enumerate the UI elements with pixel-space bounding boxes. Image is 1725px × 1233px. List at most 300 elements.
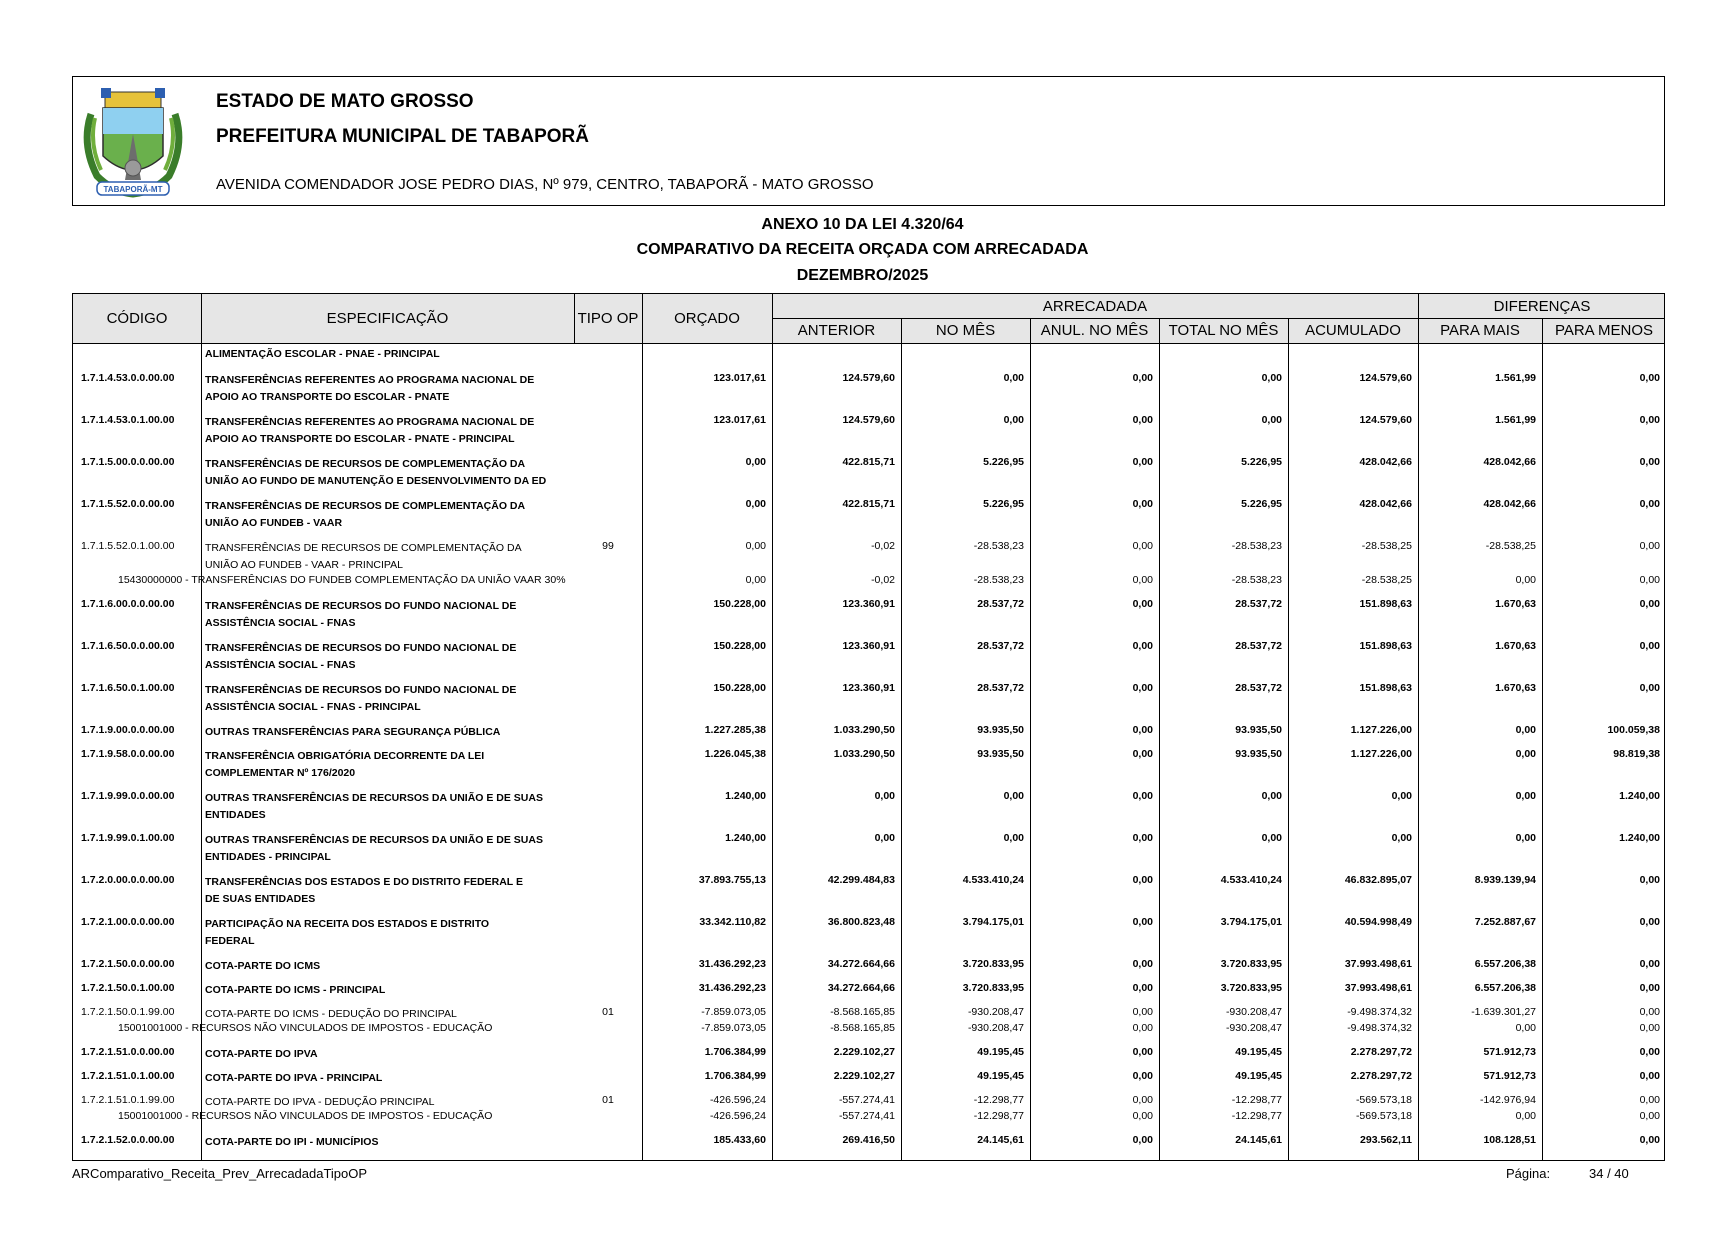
- value-anterior: -8.568.165,85: [830, 1022, 895, 1034]
- row-description: OUTRAS TRANSFERÊNCIAS DE RECURSOS DA UNIÃO E DE SUAS: [205, 834, 543, 846]
- value-no-mes: 24.145,61: [977, 1134, 1024, 1146]
- value-para-menos: 0,00: [1639, 1134, 1660, 1146]
- municipality-name: PREFEITURA MUNICIPAL DE TABAPORÃ: [216, 126, 589, 147]
- row-code: 1.7.2.1.51.0.1.00.00: [81, 1070, 175, 1082]
- value-para-menos: 0,00: [1639, 414, 1660, 426]
- value-no-mes: 0,00: [1003, 832, 1024, 844]
- value-orcado: 123.017,61: [713, 372, 766, 384]
- header-vline: [901, 318, 902, 343]
- value-acumulado: 428.042,66: [1359, 498, 1412, 510]
- value-acumulado: 2.278.297,72: [1350, 1046, 1412, 1058]
- table-row: [73, 913, 1664, 953]
- value-no-mes: 4.533.410,24: [962, 874, 1024, 886]
- value-anul-no-mes: 0,00: [1132, 874, 1153, 886]
- value-anul-no-mes: 0,00: [1132, 1070, 1153, 1082]
- row-description: TRANSFERÊNCIAS DE RECURSOS DE COMPLEMENTAÇÃO DA: [205, 458, 526, 470]
- value-acumulado: -569.573,18: [1355, 1094, 1412, 1106]
- row-description: OUTRAS TRANSFERÊNCIAS PARA SEGURANÇA PÚBLICA: [205, 726, 501, 738]
- value-para-menos: 0,00: [1639, 574, 1660, 586]
- value-para-menos: 1.240,00: [1619, 832, 1660, 844]
- header-vline: [1030, 318, 1031, 343]
- value-total-no-mes: 5.226,95: [1241, 456, 1282, 468]
- value-orcado: 1.227.285,38: [704, 724, 766, 736]
- row-description: TRANSFERÊNCIAS DE RECURSOS DO FUNDO NACIONAL DE: [205, 642, 517, 654]
- row-code: 1.7.1.9.00.0.0.00.00: [81, 724, 175, 736]
- row-resource-source: 15001001000 - RECURSOS NÃO VINCULADOS DE IMPOSTOS - EDUCAÇÃO: [118, 1022, 493, 1034]
- header-vline: [1288, 318, 1289, 343]
- value-no-mes: 0,00: [1003, 414, 1024, 426]
- value-no-mes: 28.537,72: [977, 640, 1024, 652]
- value-anul-no-mes: 0,00: [1132, 1134, 1153, 1146]
- value-anul-no-mes: 0,00: [1132, 1022, 1153, 1034]
- row-code: 1.7.2.1.00.0.0.00.00: [81, 916, 175, 928]
- col-acumulado: ACUMULADO: [1305, 322, 1401, 339]
- col-para-menos: PARA MENOS: [1554, 322, 1654, 339]
- value-acumulado: 151.898,63: [1359, 598, 1412, 610]
- value-anul-no-mes: 0,00: [1132, 724, 1153, 736]
- row-code: 1.7.1.6.50.0.0.00.00: [81, 640, 175, 652]
- report-id: ARComparativo_Receita_Prev_ArrecadadaTipoOP: [72, 1166, 368, 1181]
- value-orcado: 37.893.755,13: [698, 874, 766, 886]
- row-description: ASSISTÊNCIA SOCIAL - FNAS: [205, 617, 356, 629]
- value-orcado: 1.240,00: [725, 832, 766, 844]
- table-body: [73, 343, 1664, 1160]
- col-anul-no-mes: ANUL. NO MÊS: [1040, 322, 1149, 339]
- value-para-mais: 571.912,73: [1483, 1070, 1536, 1082]
- row-description: COTA-PARTE DO IPVA: [205, 1048, 318, 1060]
- header-divider: [772, 318, 1665, 319]
- value-total-no-mes: 49.195,45: [1235, 1046, 1282, 1058]
- value-anul-no-mes: 0,00: [1132, 1110, 1153, 1122]
- value-anul-no-mes: 0,00: [1132, 598, 1153, 610]
- table-row: [73, 745, 1664, 785]
- value-acumulado: 428.042,66: [1359, 456, 1412, 468]
- value-para-mais: 1.561,99: [1495, 414, 1536, 426]
- municipal-crest-logo: [77, 84, 189, 200]
- value-total-no-mes: 3.720.833,95: [1220, 958, 1282, 970]
- row-description: FEDERAL: [205, 935, 255, 947]
- value-para-menos: 0,00: [1639, 1006, 1660, 1018]
- report-period: DEZEMBRO/2025: [796, 267, 929, 284]
- value-orcado: 1.706.384,99: [704, 1046, 766, 1058]
- row-description: COTA-PARTE DO ICMS - PRINCIPAL: [205, 984, 386, 996]
- table-row: [73, 411, 1664, 451]
- row-description: UNIÃO AO FUNDEB - VAAR - PRINCIPAL: [205, 559, 403, 571]
- header-vline: [772, 294, 773, 343]
- row-resource-source: 15430000000 - TRANSFERÊNCIAS DO FUNDEB COMPLEMENTAÇÃO DA UNIÃO VAAR 30%: [118, 574, 566, 586]
- value-para-menos: 0,00: [1639, 1046, 1660, 1058]
- value-acumulado: 40.594.998,49: [1344, 916, 1412, 928]
- value-para-mais: 428.042,66: [1483, 498, 1536, 510]
- value-para-mais: 0,00: [1515, 832, 1536, 844]
- value-anterior: 2.229.102,27: [833, 1070, 895, 1082]
- row-description: COMPLEMENTAR Nº 176/2020: [205, 767, 356, 779]
- value-para-menos: 0,00: [1639, 874, 1660, 886]
- value-acumulado: -9.498.374,32: [1347, 1022, 1412, 1034]
- value-acumulado: 1.127.226,00: [1350, 724, 1412, 736]
- table-row: [73, 829, 1664, 869]
- value-no-mes: 0,00: [1003, 790, 1024, 802]
- value-para-mais: -1.639.301,27: [1471, 1006, 1536, 1018]
- value-para-mais: 0,00: [1515, 1022, 1536, 1034]
- value-orcado: 1.240,00: [725, 790, 766, 802]
- value-acumulado: 124.579,60: [1359, 372, 1412, 384]
- value-total-no-mes: 5.226,95: [1241, 498, 1282, 510]
- value-anterior: 422.815,71: [842, 498, 895, 510]
- revenue-table: [72, 293, 1665, 1161]
- table-row: [73, 787, 1664, 827]
- value-acumulado: 0,00: [1391, 832, 1412, 844]
- row-description: ASSISTÊNCIA SOCIAL - FNAS - PRINCIPAL: [205, 701, 421, 713]
- row-code: 1.7.1.5.52.0.0.00.00: [81, 498, 175, 510]
- col-para-mais: PARA MAIS: [1440, 322, 1520, 339]
- row-description: PARTICIPAÇÃO NA RECEITA DOS ESTADOS E DISTRITO: [205, 918, 490, 930]
- value-anterior: 34.272.664,66: [827, 958, 895, 970]
- row-code: 1.7.2.1.51.0.0.00.00: [81, 1046, 175, 1058]
- value-orcado: -7.859.073,05: [701, 1022, 766, 1034]
- value-total-no-mes: -930.208,47: [1225, 1006, 1282, 1018]
- value-anterior: 36.800.823,48: [827, 916, 895, 928]
- value-total-no-mes: 49.195,45: [1235, 1070, 1282, 1082]
- value-anterior: 2.229.102,27: [833, 1046, 895, 1058]
- value-total-no-mes: 28.537,72: [1235, 682, 1282, 694]
- value-no-mes: 93.935,50: [977, 748, 1024, 760]
- table-row: [73, 495, 1664, 535]
- row-description: ENTIDADES - PRINCIPAL: [205, 851, 331, 863]
- value-no-mes: 28.537,72: [977, 598, 1024, 610]
- value-total-no-mes: 3.794.175,01: [1220, 916, 1282, 928]
- value-para-menos: 0,00: [1639, 682, 1660, 694]
- address: AVENIDA COMENDADOR JOSE PEDRO DIAS, Nº 979, CENTRO, TABAPORÃ - MATO GROSSO: [216, 176, 874, 193]
- value-no-mes: 0,00: [1003, 372, 1024, 384]
- row-tipo-op: 01: [602, 1094, 614, 1106]
- value-total-no-mes: 0,00: [1261, 372, 1282, 384]
- row-description: COTA-PARTE DO IPVA - PRINCIPAL: [205, 1072, 383, 1084]
- value-anul-no-mes: 0,00: [1132, 1006, 1153, 1018]
- value-anterior: 1.033.290,50: [833, 724, 895, 736]
- value-total-no-mes: 4.533.410,24: [1220, 874, 1282, 886]
- value-total-no-mes: -12.298,77: [1231, 1094, 1282, 1106]
- row-description: COTA-PARTE DO IPVA - DEDUÇÃO PRINCIPAL: [205, 1096, 435, 1108]
- table-row: [73, 453, 1664, 493]
- row-description: COTA-PARTE DO IPI - MUNICÍPIOS: [205, 1136, 379, 1148]
- value-anterior: -557.274,41: [838, 1110, 895, 1122]
- value-anterior: 123.360,91: [842, 640, 895, 652]
- value-anul-no-mes: 0,00: [1132, 498, 1153, 510]
- value-para-menos: 0,00: [1639, 1110, 1660, 1122]
- value-no-mes: 28.537,72: [977, 682, 1024, 694]
- value-no-mes: -28.538,23: [973, 540, 1024, 552]
- header-vline: [1418, 294, 1419, 343]
- value-para-menos: 100.059,38: [1607, 724, 1660, 736]
- value-acumulado: 46.832.895,07: [1344, 874, 1412, 886]
- value-anul-no-mes: 0,00: [1132, 574, 1153, 586]
- row-tipo-op: 99: [602, 540, 614, 552]
- value-para-menos: 0,00: [1639, 540, 1660, 552]
- value-para-menos: 0,00: [1639, 498, 1660, 510]
- value-orcado: 150.228,00: [713, 598, 766, 610]
- table-row: [73, 637, 1664, 677]
- value-para-menos: 98.819,38: [1613, 748, 1660, 760]
- value-para-menos: 0,00: [1639, 982, 1660, 994]
- value-para-mais: 1.561,99: [1495, 372, 1536, 384]
- table-row: [73, 1131, 1664, 1161]
- value-no-mes: -930.208,47: [967, 1022, 1024, 1034]
- header-vline: [1159, 318, 1160, 343]
- value-no-mes: 3.794.175,01: [962, 916, 1024, 928]
- value-para-menos: 0,00: [1639, 1094, 1660, 1106]
- value-orcado: 150.228,00: [713, 640, 766, 652]
- row-code: 1.7.2.1.50.0.0.00.00: [81, 958, 175, 970]
- value-anterior: 269.416,50: [842, 1134, 895, 1146]
- value-anterior: 124.579,60: [842, 414, 895, 426]
- value-orcado: 33.342.110,82: [699, 916, 766, 928]
- value-orcado: 1.226.045,38: [704, 748, 766, 760]
- row-tipo-op: 01: [602, 1006, 614, 1018]
- value-anul-no-mes: 0,00: [1132, 1094, 1153, 1106]
- value-total-no-mes: 0,00: [1261, 414, 1282, 426]
- value-anul-no-mes: 0,00: [1132, 748, 1153, 760]
- row-code: 1.7.1.5.00.0.0.00.00: [81, 456, 175, 468]
- value-anul-no-mes: 0,00: [1132, 832, 1153, 844]
- row-description: TRANSFERÊNCIAS DE RECURSOS DE COMPLEMENTAÇÃO DA: [205, 542, 522, 554]
- value-para-menos: 0,00: [1639, 916, 1660, 928]
- value-orcado: 185.433,60: [713, 1134, 766, 1146]
- value-anterior: -557.274,41: [838, 1094, 895, 1106]
- report-title-law: ANEXO 10 DA LEI 4.320/64: [761, 216, 964, 233]
- value-anterior: -8.568.165,85: [830, 1006, 895, 1018]
- value-orcado: 0,00: [745, 456, 766, 468]
- value-anterior: 422.815,71: [842, 456, 895, 468]
- row-description: DE SUAS ENTIDADES: [205, 893, 316, 905]
- row-description: TRANSFERÊNCIAS DE RECURSOS DO FUNDO NACIONAL DE: [205, 600, 517, 612]
- value-acumulado: -9.498.374,32: [1347, 1006, 1412, 1018]
- value-anul-no-mes: 0,00: [1132, 982, 1153, 994]
- value-acumulado: 1.127.226,00: [1350, 748, 1412, 760]
- row-code: 1.7.2.0.00.0.0.00.00: [81, 874, 175, 886]
- row-description: TRANSFERÊNCIAS DOS ESTADOS E DO DISTRITO FEDERAL E: [205, 876, 523, 888]
- value-orcado: 31.436.292,23: [698, 958, 766, 970]
- value-total-no-mes: -930.208,47: [1225, 1022, 1282, 1034]
- value-total-no-mes: 0,00: [1261, 790, 1282, 802]
- value-anul-no-mes: 0,00: [1132, 456, 1153, 468]
- table-row: [73, 369, 1664, 409]
- value-anul-no-mes: 0,00: [1132, 958, 1153, 970]
- value-anul-no-mes: 0,00: [1132, 540, 1153, 552]
- col-anterior: ANTERIOR: [797, 322, 876, 339]
- header-vline: [1542, 318, 1543, 343]
- row-description: ASSISTÊNCIA SOCIAL - FNAS: [205, 659, 356, 671]
- table-header: [73, 294, 1664, 344]
- value-anul-no-mes: 0,00: [1132, 790, 1153, 802]
- value-acumulado: 124.579,60: [1359, 414, 1412, 426]
- value-no-mes: -12.298,77: [973, 1094, 1024, 1106]
- row-description: TRANSFERÊNCIAS DE RECURSOS DO FUNDO NACIONAL DE: [205, 684, 517, 696]
- value-no-mes: 3.720.833,95: [962, 982, 1024, 994]
- col-especificacao: ESPECIFICAÇÃO: [326, 310, 449, 327]
- row-description: COTA-PARTE DO ICMS: [205, 960, 321, 972]
- value-para-mais: 8.939.139,94: [1474, 874, 1536, 886]
- value-anul-no-mes: 0,00: [1132, 682, 1153, 694]
- page-label: Página:: [1506, 1166, 1551, 1181]
- page-number: 34 / 40: [1589, 1166, 1629, 1181]
- value-anterior: -0,02: [871, 574, 895, 586]
- value-total-no-mes: 24.145,61: [1235, 1134, 1282, 1146]
- value-para-mais: 428.042,66: [1483, 456, 1536, 468]
- value-para-mais: 1.670,63: [1495, 598, 1536, 610]
- col-group-diferencas: DIFERENÇAS: [1493, 297, 1591, 315]
- row-code: 1.7.1.9.99.0.0.00.00: [81, 790, 175, 802]
- value-para-menos: 0,00: [1639, 372, 1660, 384]
- value-anterior: 0,00: [874, 790, 895, 802]
- value-para-mais: 1.670,63: [1495, 682, 1536, 694]
- value-para-mais: -142.976,94: [1479, 1094, 1536, 1106]
- value-no-mes: 49.195,45: [977, 1070, 1024, 1082]
- value-no-mes: 49.195,45: [977, 1046, 1024, 1058]
- value-anterior: 0,00: [874, 832, 895, 844]
- value-anterior: 42.299.484,83: [827, 874, 895, 886]
- value-orcado: 1.706.384,99: [704, 1070, 766, 1082]
- row-description: TRANSFERÊNCIAS REFERENTES AO PROGRAMA NACIONAL DE: [205, 416, 535, 428]
- row-description: TRANSFERÊNCIAS DE RECURSOS DE COMPLEMENTAÇÃO DA: [205, 500, 526, 512]
- value-para-menos: 0,00: [1639, 1022, 1660, 1034]
- value-orcado: -7.859.073,05: [701, 1006, 766, 1018]
- value-total-no-mes: 0,00: [1261, 832, 1282, 844]
- value-para-menos: 0,00: [1639, 456, 1660, 468]
- row-description: TRANSFERÊNCIAS REFERENTES AO PROGRAMA NACIONAL DE: [205, 374, 535, 386]
- value-anul-no-mes: 0,00: [1132, 414, 1153, 426]
- row-description: COTA-PARTE DO ICMS - DEDUÇÃO DO PRINCIPAL: [205, 1008, 457, 1020]
- row-code: 1.7.1.4.53.0.1.00.00: [81, 414, 175, 426]
- col-codigo: CÓDIGO: [106, 310, 168, 327]
- value-total-no-mes: 3.720.833,95: [1220, 982, 1282, 994]
- value-para-mais: -28.538,25: [1485, 540, 1536, 552]
- value-orcado: 123.017,61: [713, 414, 766, 426]
- value-total-no-mes: 28.537,72: [1235, 598, 1282, 610]
- value-para-mais: 0,00: [1515, 724, 1536, 736]
- col-total-no-mes: TOTAL NO MÊS: [1168, 322, 1279, 339]
- value-anul-no-mes: 0,00: [1132, 372, 1153, 384]
- value-para-menos: 1.240,00: [1619, 790, 1660, 802]
- value-orcado: -426.596,24: [709, 1094, 766, 1106]
- row-description: UNIÃO AO FUNDEB - VAAR: [205, 517, 343, 529]
- value-no-mes: 5.226,95: [983, 498, 1024, 510]
- col-group-arrecadada: ARRECADADA: [1042, 297, 1148, 315]
- value-total-no-mes: 28.537,72: [1235, 640, 1282, 652]
- value-para-mais: 1.670,63: [1495, 640, 1536, 652]
- value-total-no-mes: 93.935,50: [1235, 748, 1282, 760]
- value-total-no-mes: -28.538,23: [1231, 540, 1282, 552]
- value-no-mes: 93.935,50: [977, 724, 1024, 736]
- table-row: [73, 595, 1664, 635]
- value-para-menos: 0,00: [1639, 640, 1660, 652]
- row-code: 1.7.1.9.99.0.1.00.00: [81, 832, 175, 844]
- col-tipo-op: TIPO OP: [577, 310, 639, 327]
- row-code: 1.7.1.4.53.0.0.00.00: [81, 372, 175, 384]
- value-para-menos: 0,00: [1639, 598, 1660, 610]
- crest-text: TABAPORÃ-MT: [103, 185, 163, 194]
- table-row: [73, 679, 1664, 719]
- row-code: 1.7.1.9.58.0.0.00.00: [81, 748, 175, 760]
- value-para-mais: 0,00: [1515, 790, 1536, 802]
- value-anterior: 34.272.664,66: [827, 982, 895, 994]
- row-code: 1.7.1.6.50.0.1.00.00: [81, 682, 175, 694]
- row-description: ENTIDADES: [205, 809, 266, 821]
- row-code: 1.7.2.1.52.0.0.00.00: [81, 1134, 175, 1146]
- value-total-no-mes: -12.298,77: [1231, 1110, 1282, 1122]
- value-para-menos: 0,00: [1639, 958, 1660, 970]
- value-acumulado: 151.898,63: [1359, 640, 1412, 652]
- value-no-mes: 5.226,95: [983, 456, 1024, 468]
- value-para-mais: 0,00: [1515, 748, 1536, 760]
- value-anterior: 123.360,91: [842, 682, 895, 694]
- value-para-menos: 0,00: [1639, 1070, 1660, 1082]
- value-para-mais: 6.557.206,38: [1474, 958, 1536, 970]
- value-acumulado: 2.278.297,72: [1350, 1070, 1412, 1082]
- value-acumulado: 151.898,63: [1359, 682, 1412, 694]
- row-code: 1.7.2.1.50.0.1.00.00: [81, 982, 175, 994]
- value-no-mes: -930.208,47: [967, 1006, 1024, 1018]
- value-anterior: 124.579,60: [842, 372, 895, 384]
- header-vline: [201, 294, 202, 343]
- value-orcado: 0,00: [745, 574, 766, 586]
- row-description: APOIO AO TRANSPORTE DO ESCOLAR - PNATE - PRINCIPAL: [205, 433, 515, 445]
- row-description: APOIO AO TRANSPORTE DO ESCOLAR - PNATE: [205, 391, 450, 403]
- row-description: UNIÃO AO FUNDO DE MANUTENÇÃO E DESENVOLVIMENTO DA ED: [205, 475, 547, 487]
- value-orcado: 0,00: [745, 540, 766, 552]
- row-code: 1.7.2.1.51.0.1.99.00: [81, 1094, 175, 1106]
- value-acumulado: 0,00: [1391, 790, 1412, 802]
- value-orcado: 150.228,00: [713, 682, 766, 694]
- value-acumulado: 37.993.498,61: [1344, 958, 1412, 970]
- value-para-mais: 0,00: [1515, 1110, 1536, 1122]
- row-code: 1.7.2.1.50.0.1.99.00: [81, 1006, 175, 1018]
- value-anterior: -0,02: [871, 540, 895, 552]
- value-total-no-mes: -28.538,23: [1231, 574, 1282, 586]
- header-vline: [642, 294, 643, 343]
- row-resource-source: 15001001000 - RECURSOS NÃO VINCULADOS DE IMPOSTOS - EDUCAÇÃO: [118, 1110, 493, 1122]
- report-title: COMPARATIVO DA RECEITA ORÇADA COM ARRECADADA: [636, 241, 1089, 258]
- col-orcado: ORÇADO: [674, 310, 740, 327]
- value-para-mais: 6.557.206,38: [1474, 982, 1536, 994]
- value-para-mais: 7.252.887,67: [1474, 916, 1536, 928]
- header-vline: [574, 294, 575, 343]
- value-acumulado: 293.562,11: [1360, 1134, 1412, 1146]
- value-total-no-mes: 93.935,50: [1235, 724, 1282, 736]
- value-anul-no-mes: 0,00: [1132, 916, 1153, 928]
- value-acumulado: 37.993.498,61: [1344, 982, 1412, 994]
- value-para-mais: 0,00: [1515, 574, 1536, 586]
- state-name: ESTADO DE MATO GROSSO: [216, 91, 474, 112]
- value-orcado: -426.596,24: [709, 1110, 766, 1122]
- value-anterior: 1.033.290,50: [833, 748, 895, 760]
- value-no-mes: -28.538,23: [973, 574, 1024, 586]
- value-orcado: 0,00: [745, 498, 766, 510]
- value-orcado: 31.436.292,23: [698, 982, 766, 994]
- row-description: TRANSFERÊNCIA OBRIGATÓRIA DECORRENTE DA LEI: [205, 750, 485, 762]
- value-acumulado: -28.538,25: [1361, 540, 1412, 552]
- value-anul-no-mes: 0,00: [1132, 640, 1153, 652]
- col-no-mes: NO MÊS: [935, 322, 996, 339]
- value-acumulado: -28.538,25: [1361, 574, 1412, 586]
- value-no-mes: 3.720.833,95: [962, 958, 1024, 970]
- row-description: OUTRAS TRANSFERÊNCIAS DE RECURSOS DA UNIÃO E DE SUAS: [205, 792, 543, 804]
- value-no-mes: -12.298,77: [973, 1110, 1024, 1122]
- value-anul-no-mes: 0,00: [1132, 1046, 1153, 1058]
- value-acumulado: -569.573,18: [1355, 1110, 1412, 1122]
- row-code: 1.7.1.5.52.0.1.00.00: [81, 540, 175, 552]
- value-para-mais: 571.912,73: [1483, 1046, 1536, 1058]
